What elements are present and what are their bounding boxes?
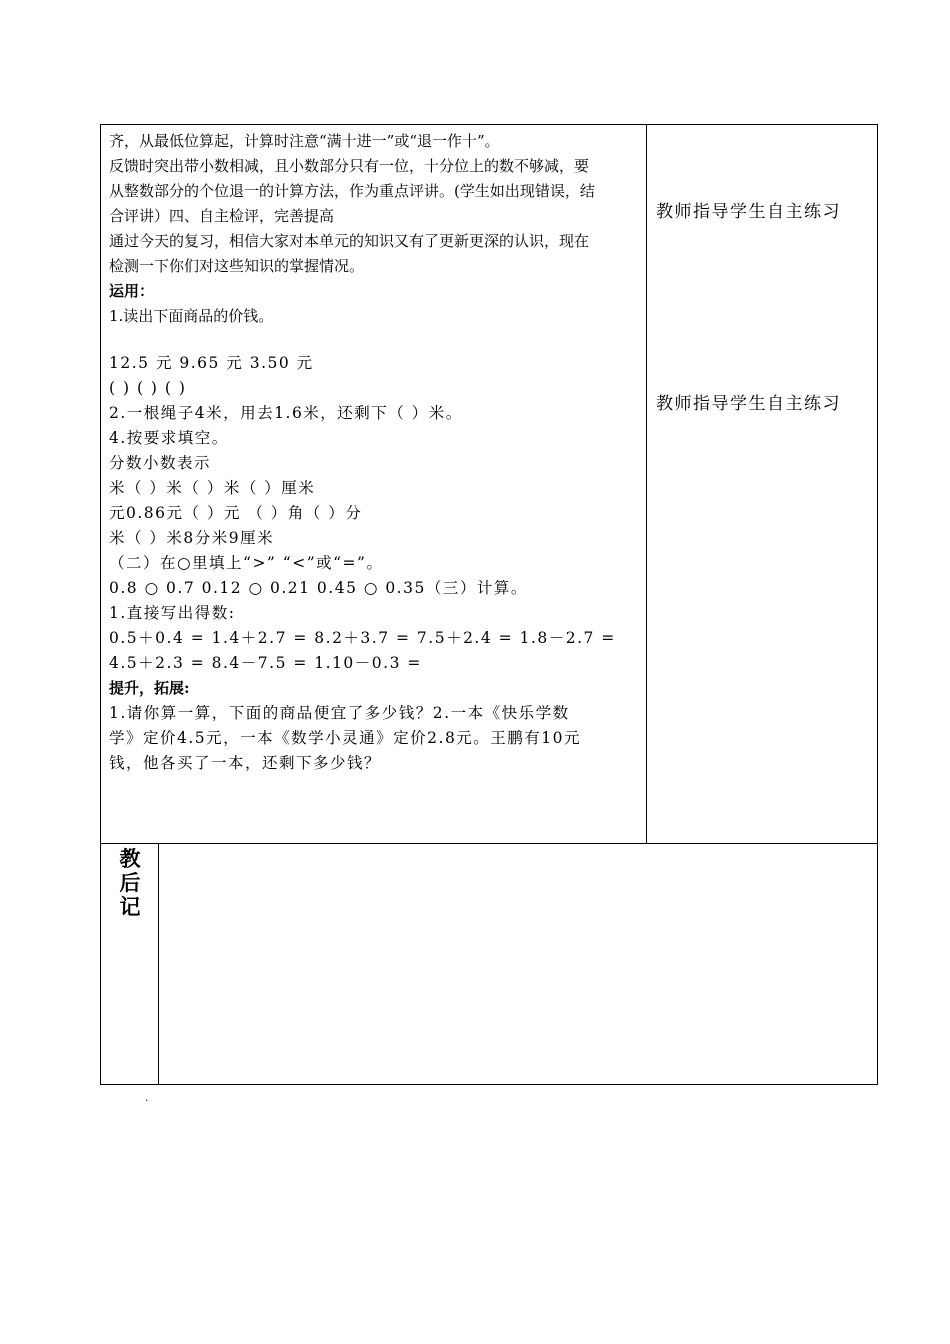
column-divider — [646, 125, 647, 843]
text-line: 分数小数表示 — [109, 454, 212, 472]
teacher-note: 教师指导学生自主练习 — [656, 202, 841, 222]
text-line: 检测一下你们对这些知识的掌握情况。 — [109, 257, 365, 275]
fill-row: 米（ ）米（ ）米（ ）厘米 — [109, 479, 316, 497]
section-heading: 运用： — [109, 282, 155, 300]
text-line: 反馈时突出带小数相减，且小数部分只有一位，十分位上的数不够减，要 — [109, 157, 590, 175]
lesson-table — [100, 124, 878, 1085]
text-line: 学》定价4.5元，一本《数学小灵通》定价2.8元。王鹏有10元 — [109, 729, 582, 747]
text-line: 1.请你算一算，下面的商品便宜了多少钱？2.一本《快乐学数 — [109, 704, 570, 722]
question: 1.读出下面商品的价钱。 — [109, 307, 274, 325]
prices-line: 12.5 元 9.65 元 3.50 元 — [109, 354, 314, 372]
compare-items: 0.8 ○ 0.7 0.12 ○ 0.21 0.45 ○ 0.35（三）计算。 — [109, 579, 528, 597]
teacher-note: 教师指导学生自主练习 — [656, 394, 841, 414]
text-line: 通过今天的复习，相信大家对本单元的知识又有了更新更深的认识，现在 — [109, 232, 590, 250]
compare-instruction: （二）在○里填上“>” “<”或“=”。 — [109, 554, 384, 572]
lesson-content — [109, 129, 641, 776]
question: 1.直接写出得数: — [109, 604, 236, 622]
post-lesson-label: 教后记 — [119, 846, 141, 919]
fill-row: 元0.86元（ ）元 （ ）角（ ）分 — [109, 504, 363, 522]
question: 2.一根绳子4米，用去1.6米，还剩下（ ）米。 — [109, 404, 463, 422]
row-divider — [101, 843, 877, 844]
calc-row: 4.5＋2.3 = 8.4－7.5 = 1.10－0.3 = — [109, 654, 422, 672]
text-line: 合评讲）四、自主检评，完善提高 — [109, 207, 335, 225]
text-line: 齐，从最低位算起，计算时注意“满十进一”或“退一作十”。 — [109, 132, 500, 150]
fill-row: 米（ ）米8分米9厘米 — [109, 529, 275, 547]
blanks-line: ( ) ( ) ( ) — [109, 379, 187, 397]
footer-dot: . — [145, 1093, 149, 1104]
text-line: 从整数部分的个位退一的计算方法，作为重点评讲。(学生如出现错误，结 — [109, 182, 595, 200]
section-heading: 提升，拓展: — [109, 679, 190, 697]
question: 4.按要求填空。 — [109, 429, 229, 447]
text-line: 钱，他各买了一本，还剩下多少钱？ — [109, 754, 382, 772]
label-divider — [158, 843, 159, 1085]
calc-row: 0.5＋0.4 = 1.4＋2.7 = 8.2＋3.7 = 7.5＋2.4 = 1.8－2.7 = — [109, 629, 616, 647]
